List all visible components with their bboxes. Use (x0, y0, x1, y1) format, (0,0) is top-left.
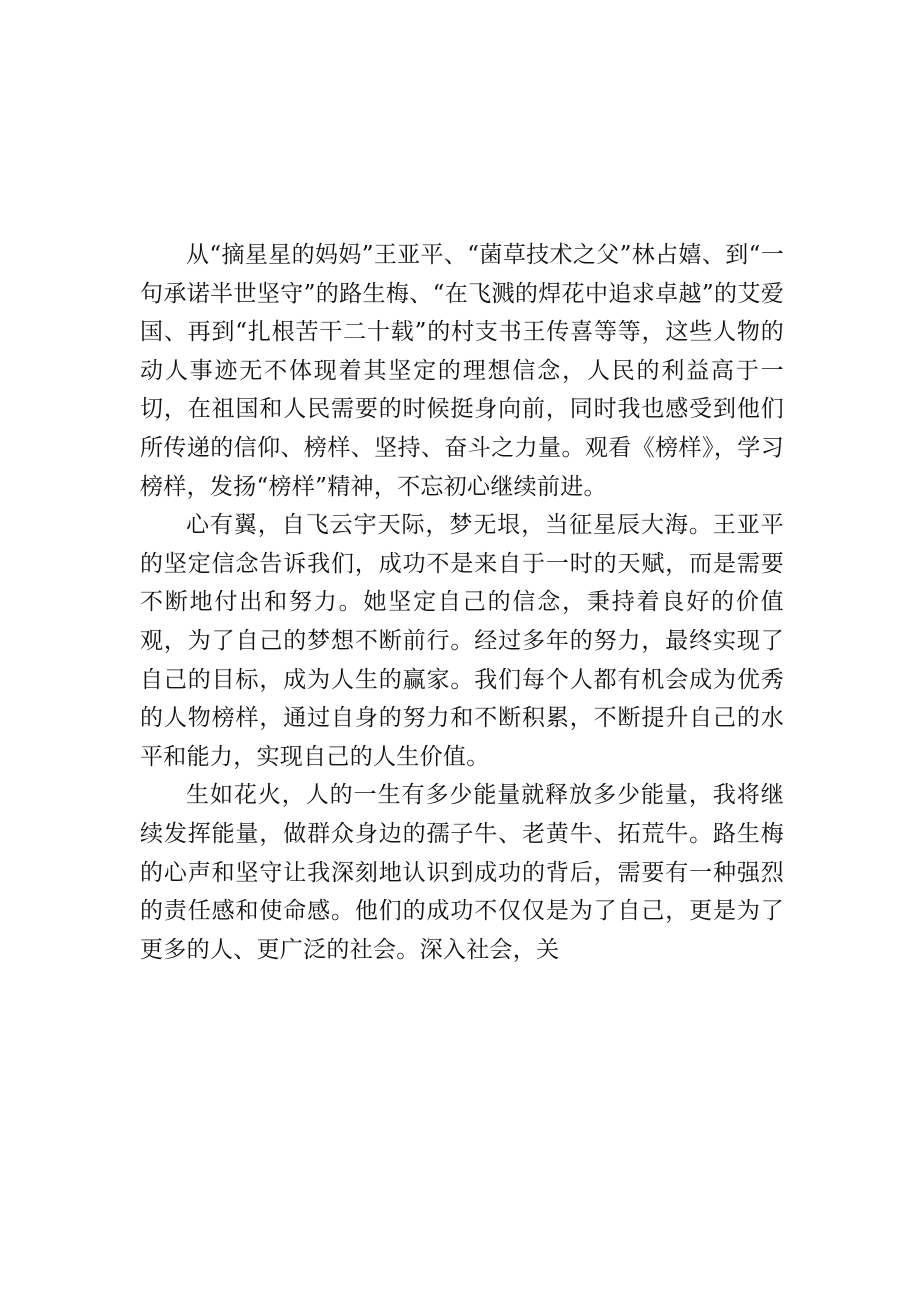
paragraph-3: 生如花火，人的一生有多少能量就释放多少能量，我将继续发挥能量，做群众身边的孺子牛、老黄牛、拓荒牛。路生梅的心声和坚守让我深刻地认识到成功的背后，需要有一种强烈的责任感和使命感。他们的成功不仅仅是为了自己，更是为了更多的人、更广泛的社会。深入社会，关 (140, 782, 784, 963)
paragraph-2: 心有翼，自飞云宇天际，梦无垠，当征星辰大海。王亚平的坚定信念告诉我们，成功不是来自于一时的天赋，而是需要不断地付出和努力。她坚定自己的信念，秉持着良好的价值观，为了自己的梦想不断前行。经过多年的努力，最终实现了自己的目标，成为人生的赢家。我们每个人都有机会成为优秀的人物榜样，通过自身的努力和不断积累，不断提升自己的水平和能力，实现自己的人生价值。 (140, 512, 784, 770)
paragraph-1: 从“摘星星的妈妈”王亚平、“菌草技术之父”林占嬉、到“一句承诺半世坚守”的路生梅、“在飞溅的焊花中追求卓越”的艾爱国、再到“扎根苦干二十载”的村支书王传喜等等，这些人物的动人事迹无不体现着其坚定的理想信念，人民的利益高于一切，在祖国和人民需要的时候挺身向前，同时我也感受到他们所传递的信仰、榜样、坚持、奋斗之力量。观看《榜样》，学习榜样，发扬“榜样”精神，不忘初心继续前进。 (140, 242, 784, 500)
document-body (140, 236, 784, 969)
